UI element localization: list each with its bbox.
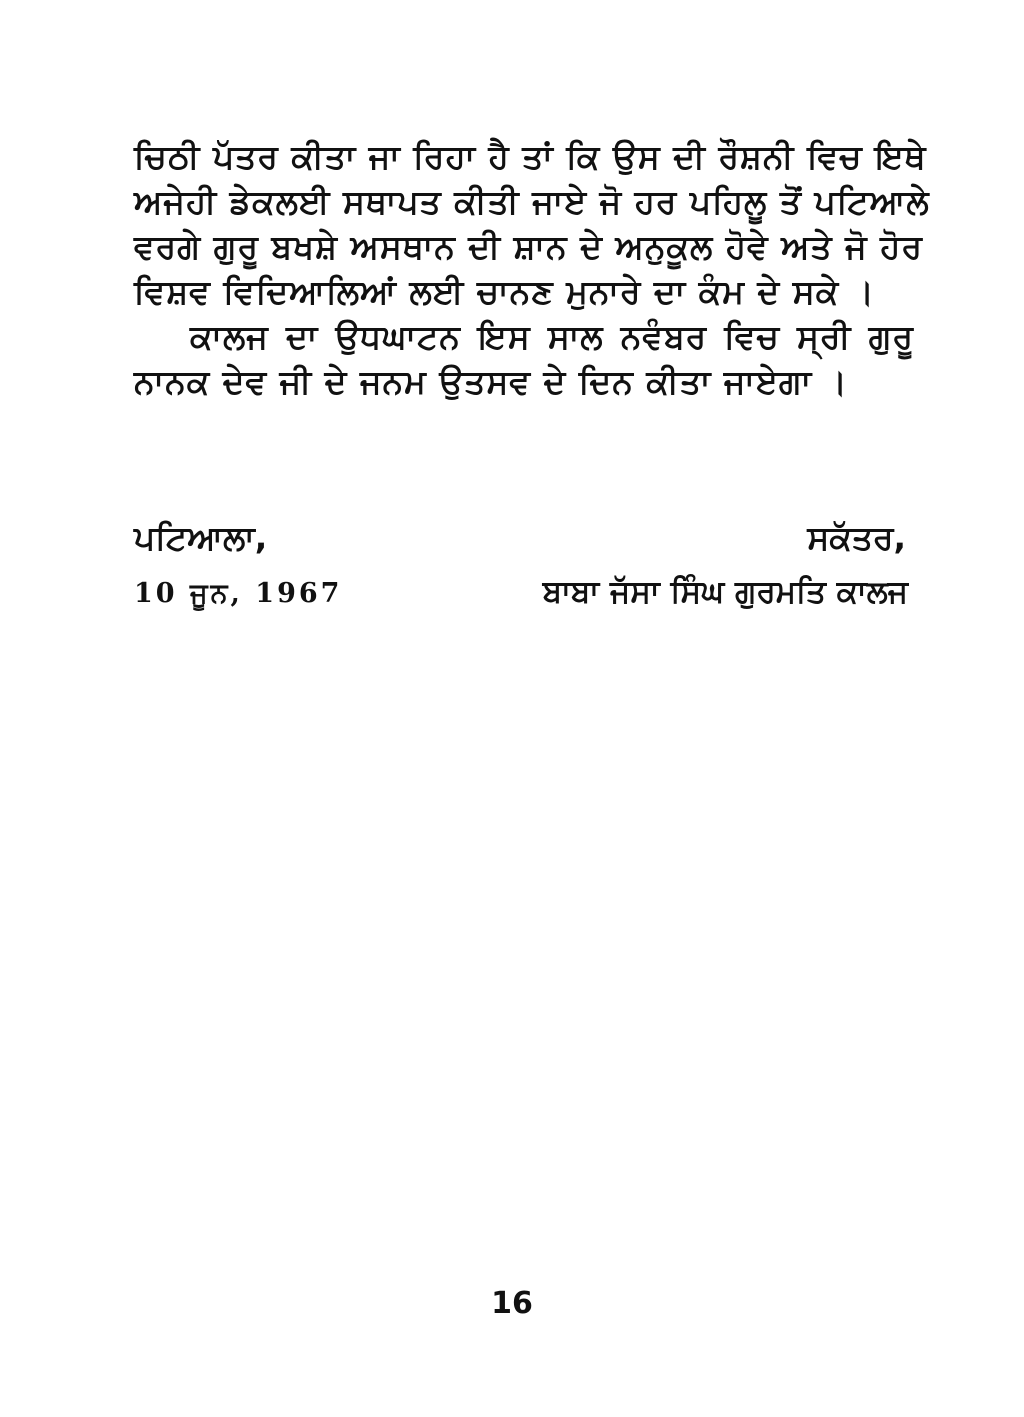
paragraph-1-line-3: ਵਰਗੇ ਗੁਰੂ ਬਖਸ਼ੇ ਅਸਥਾਨ ਦੀ ਸ਼ਾਨ ਦੇ ਅਨੁਕੂਲ ਹੋਵੇ ਅਤੇ ਜੋ ਹੋਰ (134, 227, 923, 266)
signature-place: ਪਟਿਆਲਾ, (134, 518, 268, 557)
paragraph-2-line-1: ਕਾਲਜ ਦਾ ਉਧਘਾਟਨ ਇਸ ਸਾਲ ਨਵੰਬਰ ਵਿਚ ਸ੍ਰੀ ਗੁਰੂ (190, 317, 914, 356)
page-number: 16 (491, 1286, 533, 1321)
paragraph-1-line-4: ਵਿਸ਼ਵ ਵਿਦਿਆਲਿਆਂ ਲਈ ਚਾਨਣ ਮੁਨਾਰੇ ਦਾ ਕੰਮ ਦੇ ਸਕੇ । (134, 272, 875, 311)
paragraph-2-line-2: ਨਾਨਕ ਦੇਵ ਜੀ ਦੇ ਜਨਮ ਉਤਸਵ ਦੇ ਦਿਨ ਕੀਤਾ ਜਾਏਗਾ । (134, 362, 848, 401)
paragraph-1-line-2: ਅਜੇਹੀ ਡੇਕਲਈ ਸਥਾਪਤ ਕੀਤੀ ਜਾਏ ਜੋ ਹਰ ਪਹਿਲੂ ਤੋਂ ਪਟਿਆਲੇ (134, 182, 930, 221)
signature-date: 10 ਜੂਨ, 1967 (134, 578, 343, 609)
paragraph-1-line-1: ਚਿਠੀ ਪੱਤਰ ਕੀਤਾ ਜਾ ਰਿਹਾ ਹੈ ਤਾਂ ਕਿ ਉਸ ਦੀ ਰੌਸ਼ਨੀ ਵਿਚ ਇਥੇ (134, 137, 927, 176)
letter-body (134, 134, 930, 404)
signature-institution: ਬਾਬਾ ਜੱਸਾ ਸਿੰਘ ਗੁਰਮਤਿ ਕਾਲਜ (542, 574, 908, 610)
signature-title: ਸਕੱਤਰ, (807, 518, 906, 557)
